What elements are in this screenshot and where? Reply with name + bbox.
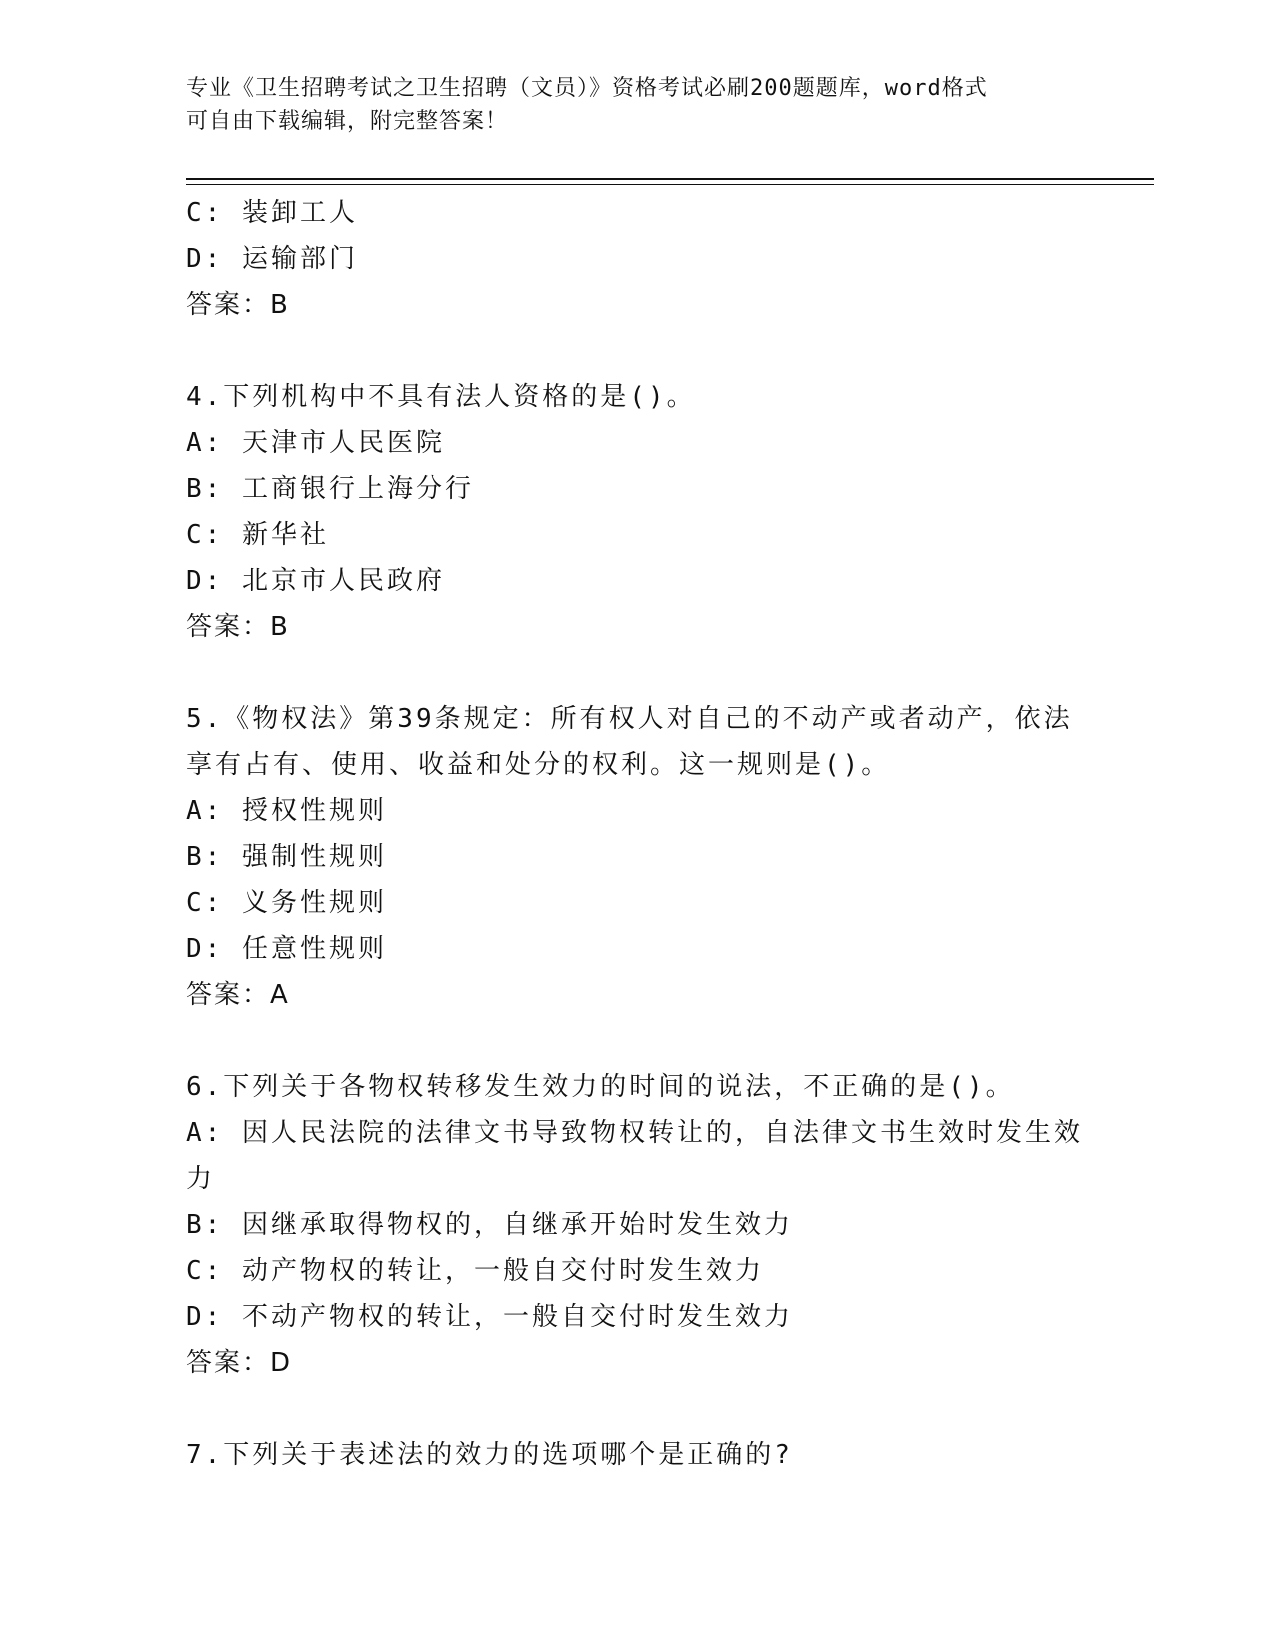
option-text: A: 因人民法院的法律文书导致物权转让的，自法律文书生效时发生效: [186, 1118, 1083, 1148]
option-text: B: 因继承取得物权的，自继承开始时发生效力: [186, 1210, 793, 1240]
option-text: C: 义务性规则: [186, 888, 387, 918]
header-line-2: 可自由下载编辑，附完整答案！: [186, 109, 509, 134]
spacer: [186, 1386, 1086, 1432]
option-text: A: 天津市人民医院: [186, 428, 445, 458]
option-text: A: 授权性规则: [186, 796, 387, 826]
header-line-1: 专业《卫生招聘考试之卫生招聘（文员）》资格考试必刷200题题库，word格式: [186, 76, 988, 101]
spacer: [186, 650, 1086, 696]
question-text: 4.下列机构中不具有法人资格的是()。: [186, 382, 696, 412]
question-text: 5.《物权法》第39条规定：所有权人对自己的不动产或者动产，依法: [186, 704, 1073, 734]
answer-line: 答案：D: [186, 1348, 293, 1378]
spacer: [186, 1018, 1086, 1064]
option-text: C: 动产物权的转让，一般自交付时发生效力: [186, 1256, 764, 1286]
option-text: D: 不动产物权的转让，一般自交付时发生效力: [186, 1302, 793, 1332]
option-text: D: 任意性规则: [186, 934, 387, 964]
option-text: C: 新华社: [186, 520, 329, 550]
option-text: D: 北京市人民政府: [186, 566, 445, 596]
option-text: B: 强制性规则: [186, 842, 387, 872]
answer-line: 答案：B: [186, 612, 290, 642]
answer-line: 答案：B: [186, 290, 290, 320]
header-divider-thick: [186, 178, 1154, 180]
spacer: [186, 328, 1086, 374]
question-text: 6.下列关于各物权转移发生效力的时间的说法，不正确的是()。: [186, 1072, 1015, 1102]
question-list: [186, 190, 1086, 1478]
question-text: 享有占有、使用、收益和处分的权利。这一规则是()。: [186, 750, 891, 780]
header-divider-thin: [186, 184, 1154, 185]
option-text: B: 工商银行上海分行: [186, 474, 474, 504]
question-text: 7.下列关于表述法的效力的选项哪个是正确的?: [186, 1440, 793, 1470]
option-text: D: 运输部门: [186, 244, 358, 274]
answer-line: 答案：A: [186, 980, 290, 1010]
document-header: [186, 72, 1066, 138]
option-text: 力: [186, 1164, 216, 1194]
option-text: C: 装卸工人: [186, 198, 358, 228]
